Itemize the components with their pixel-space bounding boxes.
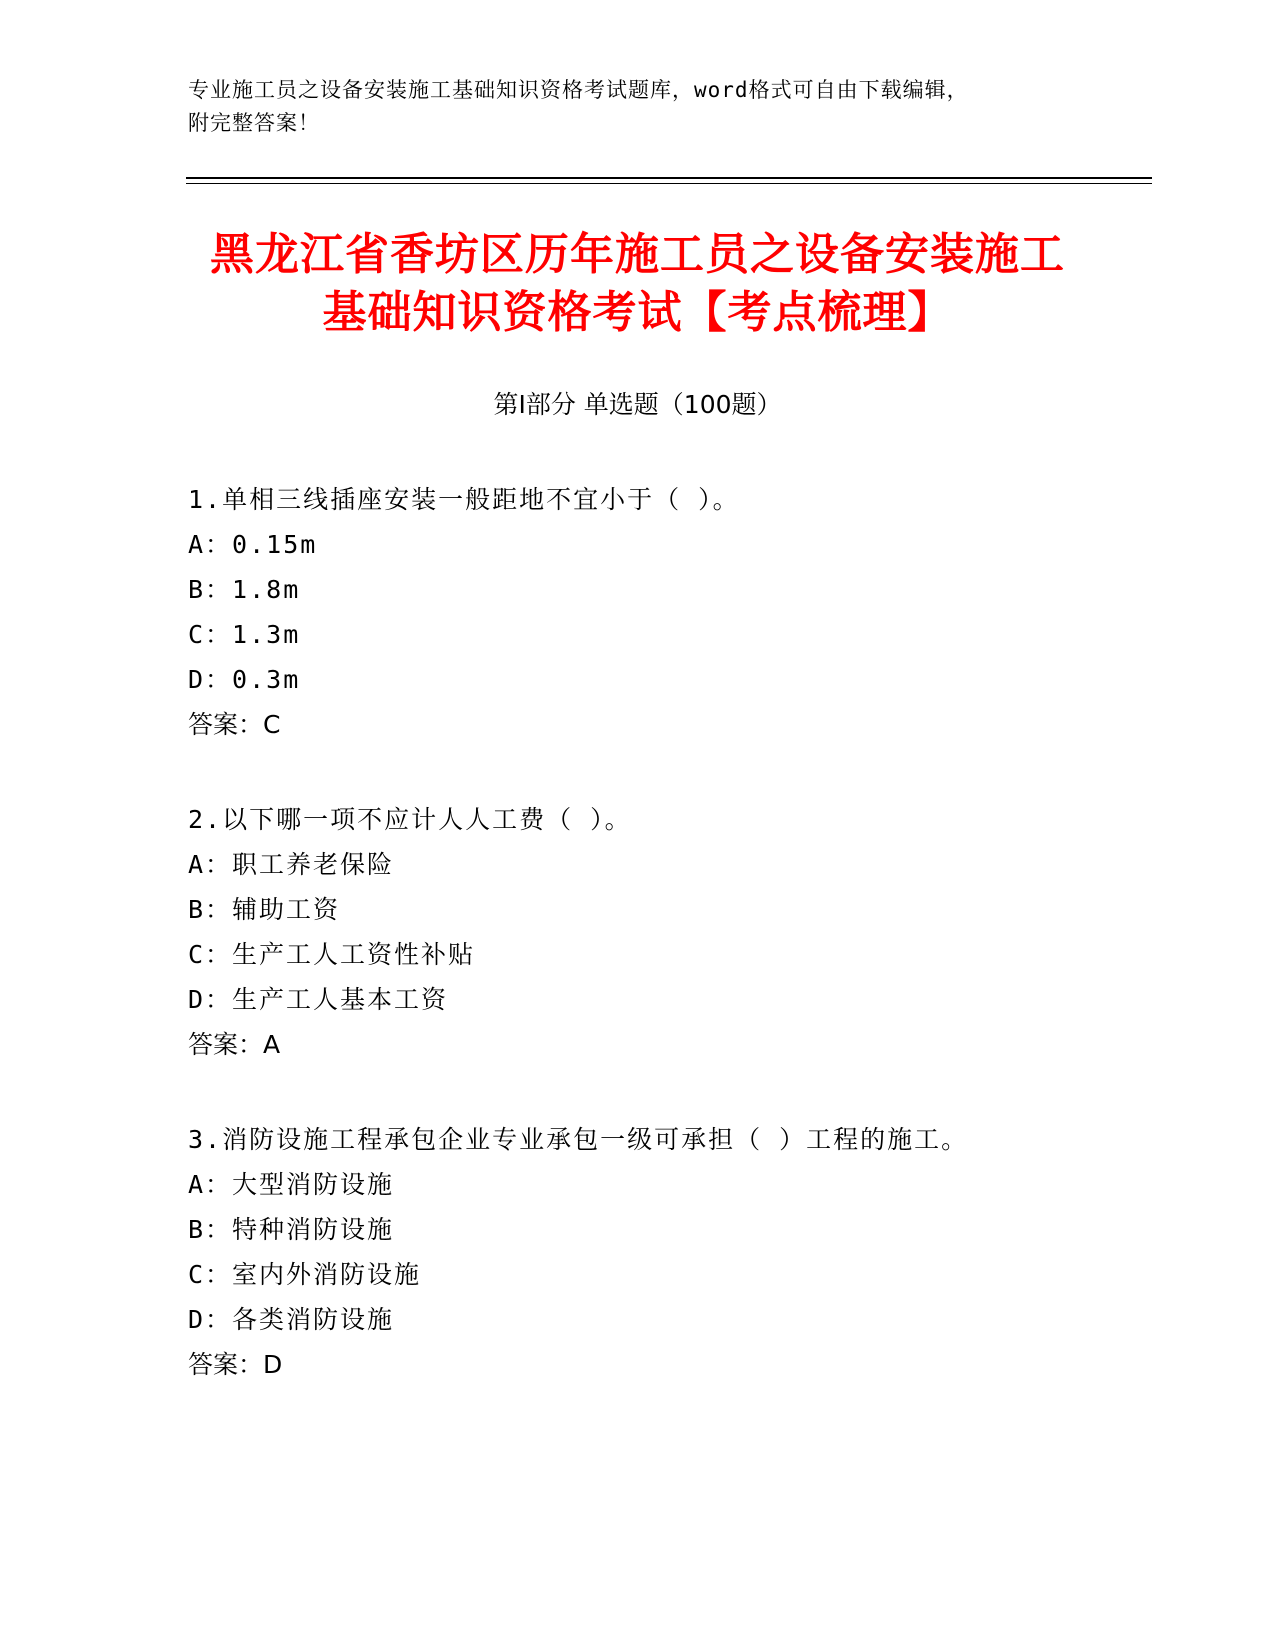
option-c: C：室内外消防设施: [188, 1260, 422, 1289]
question-block: [188, 477, 1188, 747]
option-c: C：生产工人工资性补贴: [188, 940, 476, 969]
question-stem: 3.消防设施工程承包企业专业承包一级可承担（ ）工程的施工。: [188, 1125, 969, 1154]
header-note-line-2: 附完整答案！: [188, 111, 320, 135]
option-d: D：各类消防设施: [188, 1305, 395, 1334]
header-note-line-1: 专业施工员之设备安装施工基础知识资格考试题库，word格式可自由下载编辑，: [188, 78, 969, 102]
header-divider-thin: [186, 183, 1152, 184]
option-b: B：1.8m: [188, 575, 301, 604]
header-divider-thick: [186, 177, 1152, 179]
document-title: [150, 226, 1125, 342]
option-a: A：职工养老保险: [188, 850, 395, 879]
option-a: A：0.15m: [188, 530, 318, 559]
section-heading: 第Ⅰ部分 单选题（100题）: [493, 390, 782, 419]
question-stem: 1.单相三线插座安装一般距地不宜小于（ ）。: [188, 485, 740, 514]
option-a: A：大型消防设施: [188, 1170, 395, 1199]
document-title-line-2: 基础知识资格考试【考点梳理】: [322, 287, 953, 338]
question-block: [188, 1117, 1188, 1387]
option-c: C：1.3m: [188, 620, 301, 649]
answer-line: 答案：C: [188, 710, 281, 739]
option-b: B：辅助工资: [188, 895, 341, 924]
document-title-line-1: 黑龙江省香坊区历年施工员之设备安装施工: [210, 229, 1065, 280]
header-note: [188, 74, 1068, 140]
option-b: B：特种消防设施: [188, 1215, 395, 1244]
option-d: D：生产工人基本工资: [188, 985, 449, 1014]
question-stem: 2.以下哪一项不应计人人工费（ ）。: [188, 805, 632, 834]
option-d: D：0.3m: [188, 665, 301, 694]
answer-line: 答案：D: [188, 1350, 283, 1379]
question-block: [188, 797, 1188, 1067]
answer-line: 答案：A: [188, 1030, 281, 1059]
